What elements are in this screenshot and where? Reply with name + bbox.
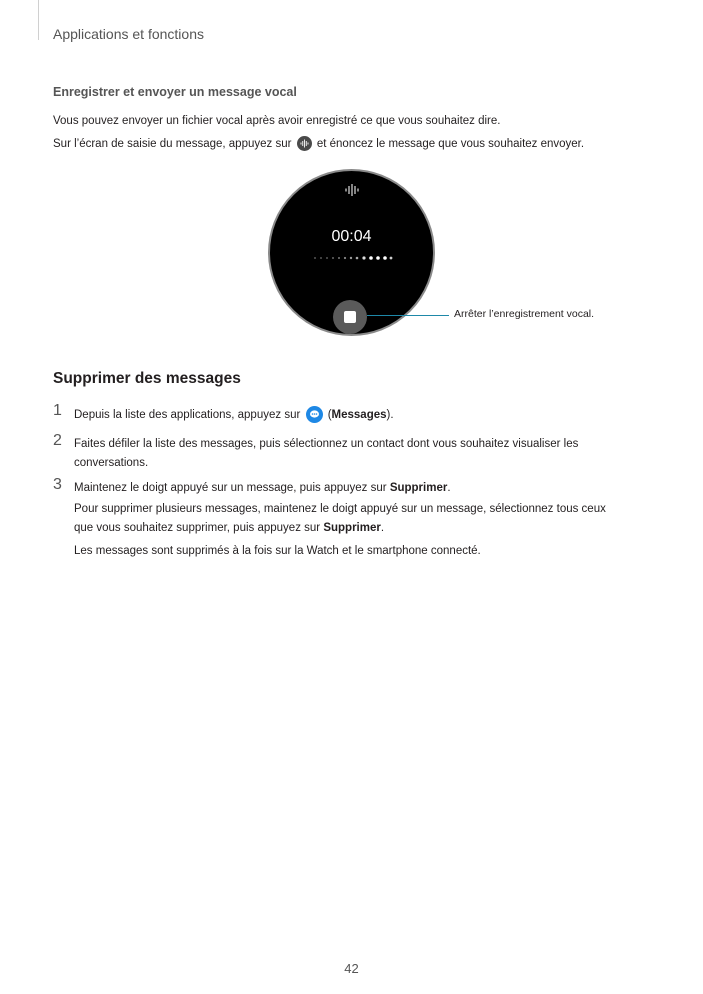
step-3-line-1 [74, 480, 451, 496]
step-1-paren-open: ( [324, 409, 332, 421]
step-1-text [74, 406, 394, 423]
recording-level-dots [313, 254, 393, 262]
messages-app-icon [306, 406, 323, 423]
step-3-line-3-after: . [380, 522, 385, 534]
step-1-number: 1 [53, 402, 62, 419]
voice-line-2-after: et énoncez le message que vous souhaitez envoyer. [316, 138, 585, 150]
voice-section-heading: Enregistrer et envoyer un message vocal [53, 85, 297, 99]
step-3-line-3-bold: Supprimer [323, 522, 381, 534]
recording-timer: 00:04 [331, 228, 372, 245]
stop-recording-button[interactable] [333, 300, 367, 334]
voice-line-2-before: Sur l’écran de saisie du message, appuyez sur [53, 138, 292, 150]
voice-wave-icon [345, 183, 359, 197]
step-2-line-1: Faites défiler la liste des messages, puis sélectionnez un contact dont vous souhaitez visualiser les [74, 438, 579, 450]
step-3-line-3 [74, 520, 384, 536]
step-3-number: 3 [53, 476, 62, 493]
step-2-number: 2 [53, 432, 62, 449]
step-2-line-2: conversations. [74, 457, 149, 469]
callout-line [367, 315, 449, 316]
delete-section-title: Supprimer des messages [53, 370, 241, 387]
stop-icon [344, 311, 356, 323]
step-1-bold: Messages [331, 409, 387, 421]
voice-line-1: Vous pouvez envoyer un fichier vocal après avoir enregistré ce que vous souhaitez dire. [53, 115, 501, 127]
voice-line-2 [53, 136, 584, 152]
stop-recording-callout: Arrêter l’enregistrement vocal. [454, 308, 595, 320]
header-rule [38, 0, 39, 40]
step-3-line-1-bold: Supprimer [389, 482, 448, 494]
voice-input-icon [297, 136, 312, 151]
step-1-before: Depuis la liste des applications, appuyez sur [74, 409, 301, 421]
watch-recording-screen [268, 169, 435, 336]
page-number: 42 [344, 961, 359, 976]
step-3-line-3-before: que vous souhaitez supprimer, puis appuyez sur [74, 522, 321, 534]
step-3-line-4: Les messages sont supprimés à la fois sur la Watch et le smartphone connecté. [74, 545, 481, 557]
step-1-paren-close: ). [386, 409, 394, 421]
header-title: Applications et fonctions [53, 26, 204, 42]
step-3-line-1-after: . [447, 482, 451, 494]
step-3-line-1-before: Maintenez le doigt appuyé sur un message, puis appuyez sur [74, 482, 387, 494]
step-3-line-2: Pour supprimer plusieurs messages, maintenez le doigt appuyé sur un message, sélectionnez tous ceux [74, 503, 606, 515]
